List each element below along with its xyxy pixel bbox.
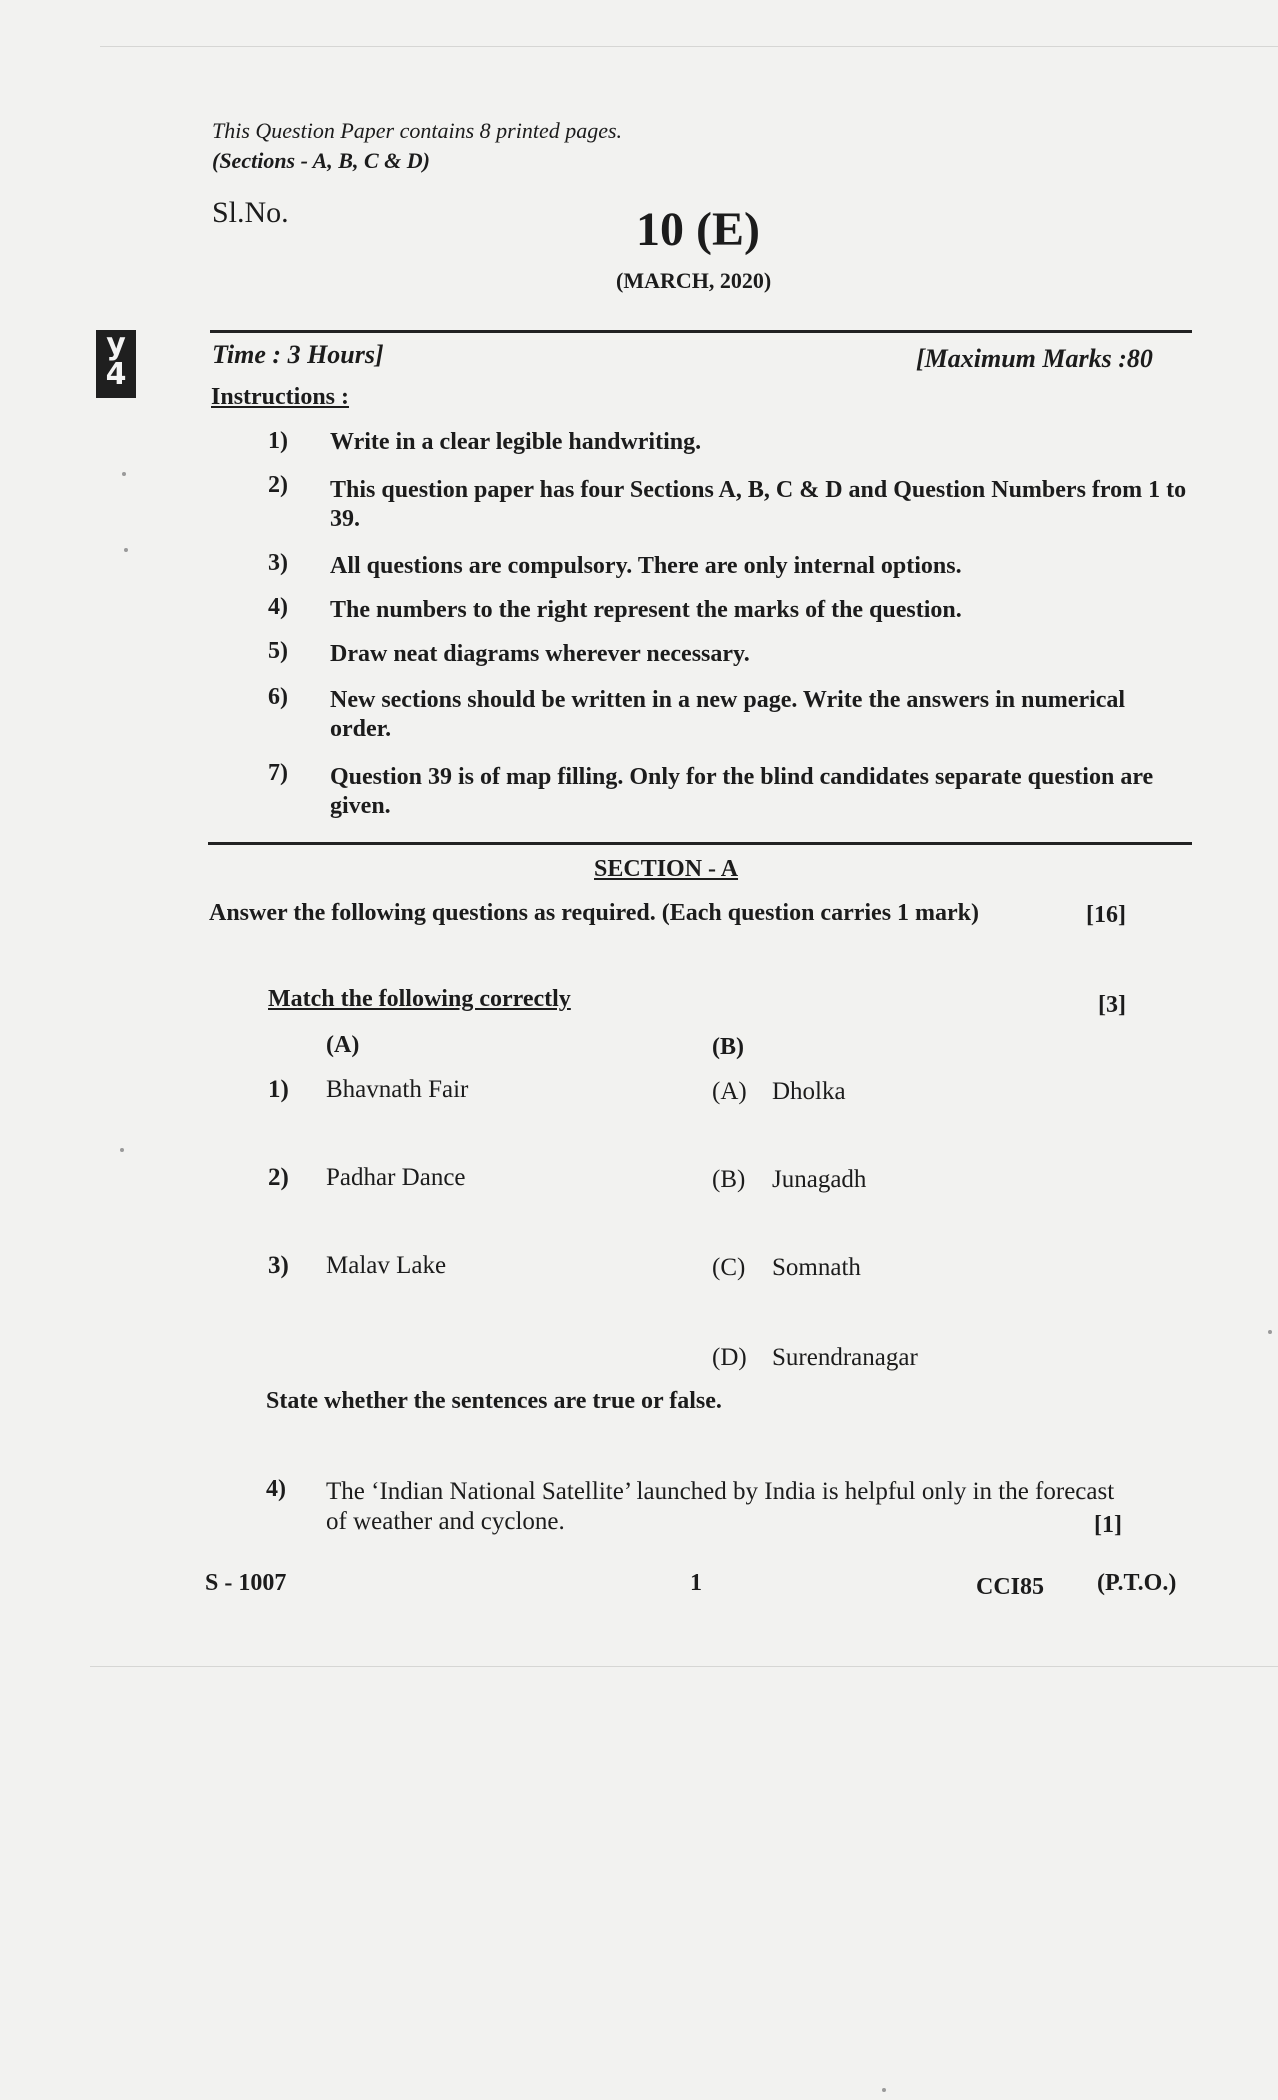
- footer-code-left: S - 1007: [205, 1570, 287, 1596]
- match-left-number: 2): [268, 1164, 289, 1191]
- side-tab: [96, 327, 136, 398]
- section-a-intro: Answer the following questions as required. (Each question carries 1 mark): [209, 900, 980, 926]
- column-b-header: (B): [712, 1034, 744, 1060]
- match-left-item: Malav Lake: [326, 1252, 447, 1279]
- match-left-number: 1): [268, 1076, 289, 1103]
- instruction-number: 5): [268, 638, 288, 664]
- instruction-text: Write in a clear legible handwriting.: [330, 429, 702, 455]
- match-right-item: Surendranagar: [772, 1344, 918, 1371]
- pto-label: (P.T.O.): [1097, 1570, 1177, 1596]
- page-number: 1: [690, 1570, 702, 1596]
- instruction-text: Draw neat diagrams wherever necessary.: [330, 641, 750, 667]
- time-allowed: Time : 3 Hours]: [212, 340, 384, 369]
- match-right-item: Somnath: [772, 1254, 861, 1281]
- instruction-number: 4): [268, 594, 288, 620]
- true-false-heading: State whether the sentences are true or false.: [266, 1388, 722, 1414]
- instruction-text: Question 39 is of map filling. Only for the blind candidates separate question are given.: [330, 764, 1154, 819]
- section-rule: [208, 842, 1192, 845]
- column-a-header: (A): [326, 1032, 360, 1058]
- match-right-label: (A): [712, 1078, 747, 1105]
- question-4-text-line-1: The ‘Indian National Satellite’ launched by India is helpful only in the forecast: [326, 1478, 1115, 1505]
- instruction-number: 2): [268, 472, 288, 498]
- instructions-heading: Instructions :: [211, 384, 350, 410]
- sections-note: (Sections - A, B, C & D): [212, 148, 430, 173]
- header-rule: [210, 330, 1192, 333]
- instruction-number: 7): [268, 760, 288, 786]
- match-right-label: (D): [712, 1344, 747, 1371]
- instruction-number: 1): [268, 428, 288, 454]
- section-a-marks: [16]: [1086, 902, 1126, 928]
- side-tab-line-1: y: [106, 327, 126, 362]
- serial-number-label: Sl.No.: [212, 196, 289, 229]
- instruction-text: All questions are compulsory. There are only internal options.: [330, 553, 962, 579]
- exam-date: (MARCH, 2020): [616, 268, 772, 293]
- question-4-marks: [1]: [1094, 1512, 1122, 1538]
- instruction-number: 6): [268, 684, 288, 710]
- match-right-label: (C): [712, 1254, 746, 1281]
- side-tab-line-2: 4: [105, 357, 127, 392]
- scan-edge-top: [100, 46, 1278, 47]
- paper-code: 10 (E): [636, 203, 760, 256]
- scan-edge-bottom: [90, 1666, 1278, 1667]
- match-right-item: Junagadh: [772, 1166, 867, 1193]
- pages-note: This Question Paper contains 8 printed pages.: [212, 118, 623, 143]
- instruction-text: The numbers to the right represent the marks of the question.: [330, 597, 962, 623]
- scan-speck: [124, 548, 128, 552]
- match-left-number: 3): [268, 1252, 289, 1279]
- match-left-item: Bhavnath Fair: [326, 1076, 469, 1103]
- instruction-number: 3): [268, 550, 288, 576]
- section-a-title: SECTION - A: [594, 856, 739, 882]
- question-4-number: 4): [266, 1476, 286, 1502]
- scan-speck: [122, 472, 126, 476]
- scan-speck: [882, 2088, 886, 2092]
- instruction-text: This question paper has four Sections A, B, C & D and Question Numbers from 1 to 39.: [330, 477, 1187, 532]
- maximum-marks: [Maximum Marks :80: [916, 344, 1153, 373]
- footer-code-right: CCI85: [976, 1574, 1045, 1600]
- scan-speck: [120, 1148, 124, 1152]
- match-right-label: (B): [712, 1166, 746, 1193]
- match-heading: Match the following correctly: [268, 986, 571, 1012]
- scan-speck: [1268, 1330, 1272, 1334]
- match-right-item: Dholka: [772, 1078, 846, 1105]
- question-4-text-line-2: of weather and cyclone.: [326, 1508, 565, 1535]
- match-marks: [3]: [1098, 992, 1126, 1018]
- match-left-item: Padhar Dance: [326, 1164, 466, 1191]
- instruction-text: New sections should be written in a new page. Write the answers in numerical order.: [330, 687, 1126, 742]
